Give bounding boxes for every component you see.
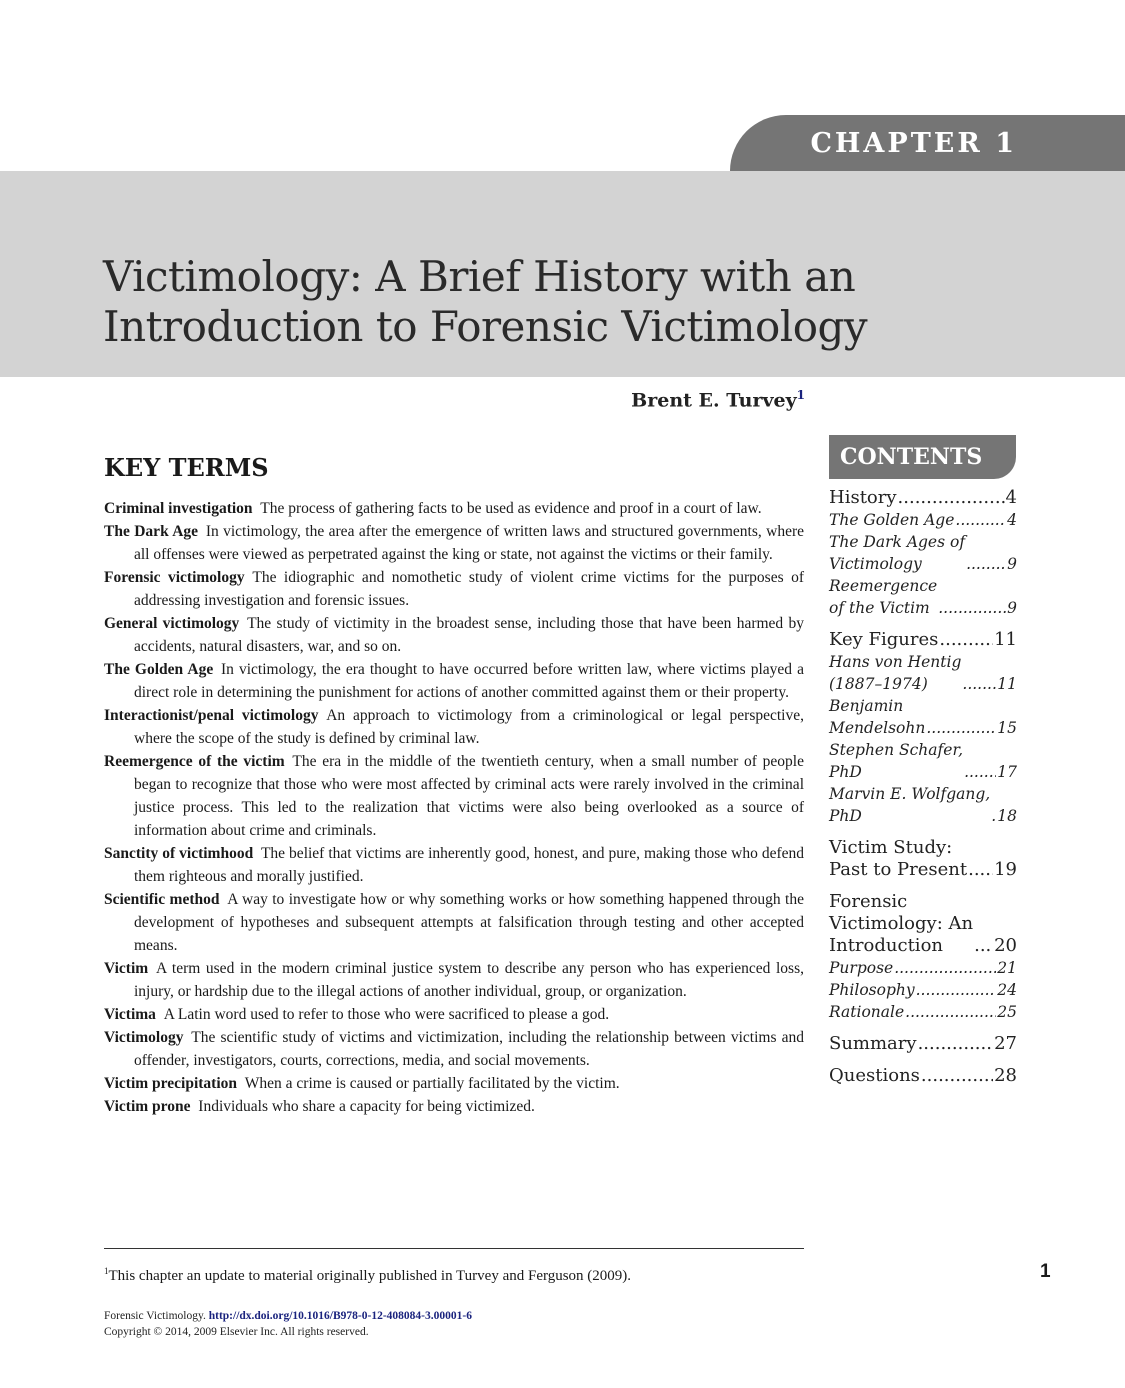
toc-page-number: 11 bbox=[994, 629, 1017, 650]
toc-page-number: 25 bbox=[997, 1003, 1017, 1021]
key-term-entry bbox=[104, 888, 804, 957]
key-term-name: Victim prone bbox=[104, 1098, 191, 1115]
key-term-definition: A Latin word used to refer to those who were sacrificed to please a god. bbox=[163, 1006, 610, 1023]
toc-label: Philosophy bbox=[829, 981, 915, 999]
toc-leader-dots bbox=[938, 597, 1006, 619]
key-terms-heading: KEY TERMS bbox=[104, 453, 269, 482]
toc-label: Summary bbox=[829, 1033, 917, 1054]
source-book: Forensic Victimology. bbox=[104, 1310, 206, 1322]
toc-page-number: 21 bbox=[997, 959, 1017, 977]
toc-leader-dots bbox=[918, 1033, 994, 1055]
toc-page-number: 17 bbox=[997, 763, 1017, 781]
key-term-definition: The idiographic and nomothetic study of violent crime victims for the purposes of addressing investigation and forensic issues. bbox=[134, 569, 804, 609]
toc-section[interactable] bbox=[829, 1033, 1017, 1055]
toc-label: Marvin E. Wolfgang, PhD bbox=[829, 785, 991, 825]
footnote-text: This chapter an update to material originally published in Turvey and Ferguson (2009). bbox=[108, 1268, 632, 1284]
table-of-contents bbox=[829, 487, 1017, 1087]
key-term-name: Victim precipitation bbox=[104, 1075, 238, 1092]
toc-label: Reemergence of the Victim bbox=[829, 577, 938, 617]
key-term-definition: An approach to victimology from a criminological or legal perspective, where the scope of the study is defined by criminal law. bbox=[134, 707, 804, 747]
toc-label: Hans von Hentig (1887–1974) bbox=[829, 653, 962, 693]
toc-leader-dots bbox=[968, 859, 993, 881]
toc-label: The Golden Age bbox=[829, 511, 955, 529]
toc-section[interactable] bbox=[829, 629, 1017, 651]
copyright: Copyright © 2014, 2009 Elsevier Inc. All rights reserved. bbox=[104, 1326, 369, 1338]
toc-subsection[interactable] bbox=[829, 509, 1017, 531]
toc-leader-dots bbox=[916, 979, 997, 1001]
toc-leader-dots bbox=[898, 487, 1005, 509]
toc-leader-dots bbox=[926, 717, 996, 739]
toc-leader-dots bbox=[921, 1065, 993, 1087]
toc-page-number: 4 bbox=[1007, 511, 1017, 529]
title-line-1: Victimology: A Brief History with an bbox=[103, 252, 856, 301]
key-term-name: Forensic victimology bbox=[104, 569, 245, 586]
key-term-entry bbox=[104, 658, 804, 704]
key-term-name: Criminal investigation bbox=[104, 500, 253, 517]
key-term-entry bbox=[104, 750, 804, 842]
contents-heading: CONTENTS bbox=[840, 444, 983, 470]
toc-subsection[interactable] bbox=[829, 695, 1017, 739]
toc-page-number: 24 bbox=[997, 981, 1017, 999]
key-term-name: Reemergence of the victim bbox=[104, 753, 285, 770]
toc-page-number: 18 bbox=[997, 807, 1017, 825]
toc-label: The Dark Ages of Victimology bbox=[829, 533, 966, 573]
key-term-entry bbox=[104, 1072, 804, 1095]
doi-link[interactable]: http://dx.doi.org/10.1016/B978-0-12-408084-3.00001-6 bbox=[208, 1310, 472, 1322]
toc-leader-dots bbox=[939, 629, 993, 651]
toc-leader-dots bbox=[964, 761, 996, 783]
key-term-name: Victim bbox=[104, 960, 149, 977]
toc-subsection[interactable] bbox=[829, 957, 1017, 979]
toc-label: Purpose bbox=[829, 959, 894, 977]
toc-section[interactable] bbox=[829, 891, 1017, 957]
toc-label: Victim Study: Past to Present bbox=[829, 837, 968, 880]
author-footnote-mark[interactable]: 1 bbox=[796, 388, 805, 402]
toc-page-number: 9 bbox=[1007, 599, 1017, 617]
key-term-definition: Individuals who share a capacity for being victimized. bbox=[198, 1098, 535, 1115]
key-term-entry bbox=[104, 842, 804, 888]
toc-section[interactable] bbox=[829, 487, 1017, 509]
toc-subsection[interactable] bbox=[829, 531, 1017, 575]
toc-subsection[interactable] bbox=[829, 1001, 1017, 1023]
author-text: Brent E. Turvey bbox=[631, 389, 797, 412]
toc-leader-dots bbox=[905, 1001, 996, 1023]
key-term-definition: The study of victimity in the broadest sense, including those that have been harmed by accidents, natural disasters, war, and so on. bbox=[134, 615, 804, 655]
key-term-entry bbox=[104, 957, 804, 1003]
key-term-entry bbox=[104, 612, 804, 658]
key-term-name: Victima bbox=[104, 1006, 156, 1023]
toc-section[interactable] bbox=[829, 837, 1017, 881]
title-line-2: Introduction to Forensic Victimology bbox=[103, 302, 868, 351]
key-term-entry bbox=[104, 1003, 804, 1026]
toc-leader-dots bbox=[966, 553, 1006, 575]
toc-subsection[interactable] bbox=[829, 575, 1017, 619]
toc-leader-dots bbox=[894, 957, 996, 979]
toc-page-number: 4 bbox=[1005, 487, 1017, 508]
toc-label: Key Figures bbox=[829, 629, 939, 650]
toc-label: Questions bbox=[829, 1065, 920, 1086]
key-term-definition: In victimology, the era thought to have occurred before written law, where victims played a direct role in determining the punishment for actions of another committed against them or their property. bbox=[134, 661, 805, 701]
key-term-name: Victimology bbox=[104, 1029, 184, 1046]
toc-leader-dots bbox=[974, 935, 993, 957]
toc-page-number: 11 bbox=[997, 675, 1017, 693]
key-term-definition: The process of gathering facts to be used as evidence and proof in a court of law. bbox=[260, 500, 762, 517]
toc-label: History bbox=[829, 487, 897, 508]
author-name bbox=[631, 388, 805, 411]
source-info bbox=[104, 1308, 804, 1340]
key-term-name: Interactionist/penal victimology bbox=[104, 707, 319, 724]
toc-subsection[interactable] bbox=[829, 979, 1017, 1001]
key-term-entry bbox=[104, 520, 804, 566]
toc-page-number: 19 bbox=[994, 859, 1017, 880]
toc-label: Benjamin Mendelsohn bbox=[829, 697, 926, 737]
toc-page-number: 15 bbox=[997, 719, 1017, 737]
key-term-name: Sanctity of victimhood bbox=[104, 845, 254, 862]
toc-subsection[interactable] bbox=[829, 739, 1017, 783]
page-number: 1 bbox=[1040, 1261, 1051, 1282]
key-term-entry bbox=[104, 566, 804, 612]
toc-subsection[interactable] bbox=[829, 783, 1017, 827]
toc-section[interactable] bbox=[829, 1065, 1017, 1087]
key-term-definition: The scientific study of victims and victimization, including the relationship between victims and offender, investigators, courts, corrections, media, and social movements. bbox=[134, 1029, 804, 1069]
toc-leader-dots bbox=[962, 673, 996, 695]
key-term-definition: In victimology, the area after the emergence of written laws and structured governments, where all offenses were viewed as perpetrated against the king or state, not against the victims or their family. bbox=[134, 523, 805, 563]
key-term-definition: When a crime is caused or partially facilitated by the victim. bbox=[244, 1075, 620, 1092]
key-terms-list bbox=[104, 497, 804, 1118]
key-term-name: The Golden Age bbox=[104, 661, 214, 678]
key-term-definition: The belief that victims are inherently good, honest, and pure, making those who defend them righteous and morally justified. bbox=[134, 845, 804, 885]
key-term-entry bbox=[104, 497, 804, 520]
toc-label: Rationale bbox=[829, 1003, 905, 1021]
key-term-definition: A term used in the modern criminal justice system to describe any person who has experienced loss, injury, or hardship due to the illegal actions of another individual, group, or organization. bbox=[134, 960, 804, 1000]
toc-page-number: 20 bbox=[994, 935, 1017, 956]
toc-page-number: 9 bbox=[1007, 555, 1017, 573]
toc-label: Stephen Schafer, PhD bbox=[829, 741, 964, 781]
toc-leader-dots bbox=[991, 805, 996, 827]
key-term-name: Scientific method bbox=[104, 891, 220, 908]
toc-leader-dots bbox=[955, 509, 1006, 531]
chapter-label: CHAPTER 1 bbox=[810, 128, 1017, 159]
chapter-title bbox=[103, 252, 1003, 352]
key-term-entry bbox=[104, 1095, 804, 1118]
footnote-divider bbox=[104, 1248, 804, 1249]
toc-page-number: 27 bbox=[994, 1033, 1017, 1054]
toc-label: Forensic Victimology: An Introduction bbox=[829, 891, 974, 956]
key-term-entry bbox=[104, 704, 804, 750]
footnote-mark: 1 bbox=[104, 1266, 109, 1276]
key-term-name: General victimology bbox=[104, 615, 240, 632]
footnote bbox=[104, 1261, 824, 1286]
toc-page-number: 28 bbox=[994, 1065, 1017, 1086]
toc-subsection[interactable] bbox=[829, 651, 1017, 695]
key-term-name: The Dark Age bbox=[104, 523, 199, 540]
key-term-entry bbox=[104, 1026, 804, 1072]
key-term-definition: A way to investigate how or why something works or how something happened through the development of hypotheses and subsequent attempts at falsification through testing and other accepted means. bbox=[134, 891, 804, 954]
key-term-definition: The era in the middle of the twentieth century, when a small number of people began to recognize that those who were most affected by criminal acts were rarely involved in the criminal justice process. This led to the realization that victims were also being overlooked as a source of information about crime and criminals. bbox=[134, 753, 804, 839]
